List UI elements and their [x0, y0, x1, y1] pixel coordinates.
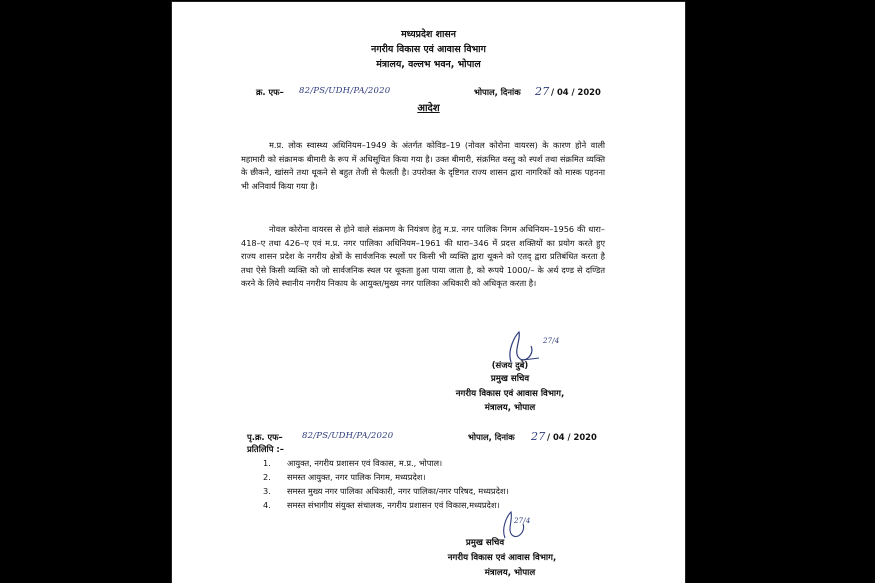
ref2-number-handwritten: 82/PS/UDH/PA/2020 [302, 431, 394, 441]
signatory-name: (संजय दुबे) [491, 360, 529, 370]
copy-list-item: 1. आयुक्त, नगरीय प्रशासन एवं विकास, म.प्र., भोपाल। [263, 458, 443, 468]
header-state: मध्यप्रदेश शासन [401, 29, 456, 40]
signatory-place: मंत्रालय, भोपाल [484, 403, 536, 413]
ref-day-handwritten: 27 [535, 85, 550, 98]
order-title: आदेश [417, 103, 440, 114]
ref2-day-handwritten: 27 [531, 430, 546, 443]
ref-date-label: भोपाल, दिनांक [474, 87, 521, 97]
header-address: मंत्रालय, वल्लभ भवन, भोपाल [376, 59, 481, 70]
copy-label: प्रतिलिपि :– [247, 444, 284, 454]
ref-prefix: क्र. एफ– [256, 87, 284, 97]
document-page [172, 2, 685, 583]
signature-1-date: 27/4 [543, 337, 560, 345]
ref-month-year: / 04 / 2020 [551, 87, 601, 97]
header-department: नगरीय विकास एवं आवास विभाग [371, 44, 486, 55]
signature-2-date: 27/4 [514, 517, 531, 525]
signatory-2-designation: प्रमुख सचिव [465, 538, 505, 548]
signatory-2-department: नगरीय विकास एवं आवास विभाग, [447, 553, 557, 563]
ref2-month-year: / 04 / 2020 [547, 432, 597, 442]
signatory-2-place: मंत्रालय, भोपाल [484, 568, 536, 578]
copy-list-item: 4. समस्त संभागीय संयुक्त संचालक, नगरीय प्रशासन एवं विकास,मध्यप्रदेश। [263, 500, 500, 510]
ref2-date-label: भोपाल, दिनांक [468, 432, 515, 442]
paragraph-1: म.प्र. लोक स्वास्थ्य अधिनियम–1949 के अंतर्गत कोविड–19 (नोवल कोरोना वायरस) के कारण होने वाली महामारी को संक्रामक बीमारी के रूप में अधिसूचित किया गया है। उक्त बीमारी, संक्रमित वस्तु को स्पर्श तथा संक्रमित व्यक्ति के छीकने, खांसने तथा थूकने से बहुत तेजी से फैलती है। उपरोक्त के दृष्टिगत राज्य शासन द्वारा नागरिकों को मास्क पहनना भी अनिवार्य किया गया है। [241, 140, 605, 191]
copy-list-item: 2. समस्त आयुक्त, नगर पालिक निगम, मध्यप्रदेश। [263, 472, 426, 482]
ref-number-handwritten: 82/PS/UDH/PA/2020 [299, 86, 391, 96]
paragraph-2: नोवल कोरोना वायरस से होने वाले संक्रमण के नियंत्रण हेतु म.प्र. नगर पालिक निगम अधिनियम–1956 की धारा–418–ए तथा 426–ए एवं म.प्र. नगर पालिका अधिनियम–1961 की धारा–346 में प्रदत्त शक्तियों का प्रयोग करते हुए राज्य शासन प्रदेश के नगरीय क्षेत्रों के सार्वजनिक स्थलों पर किसी भी व्यक्ति द्वारा थूकने को एतद् द्वारा प्रतिबंधित करता है तथा ऐसे किसी व्यक्ति को जो सार्वजनिक स्थल पर थूकता हुआ पाया जाता है, को रूपये 1000/– के अर्थ दण्ड से दण्डित करने के लिये स्थानीय नगरीय निकाय के आयुक्त/मुख्य नगर पालिका अधिकारी को अधिकृत करता है। [241, 224, 605, 289]
copy-list-item: 3. समस्त मुख्य नगर पालिका अधिकारी, नगर पालिका/नगर परिषद, मध्यप्रदेश। [263, 486, 509, 496]
ref2-prefix: पृ.क्र. एफ– [247, 432, 283, 442]
signatory-department: नगरीय विकास एवं आवास विभाग, [455, 389, 565, 399]
signatory-designation: प्रमुख सचिव [490, 374, 530, 384]
